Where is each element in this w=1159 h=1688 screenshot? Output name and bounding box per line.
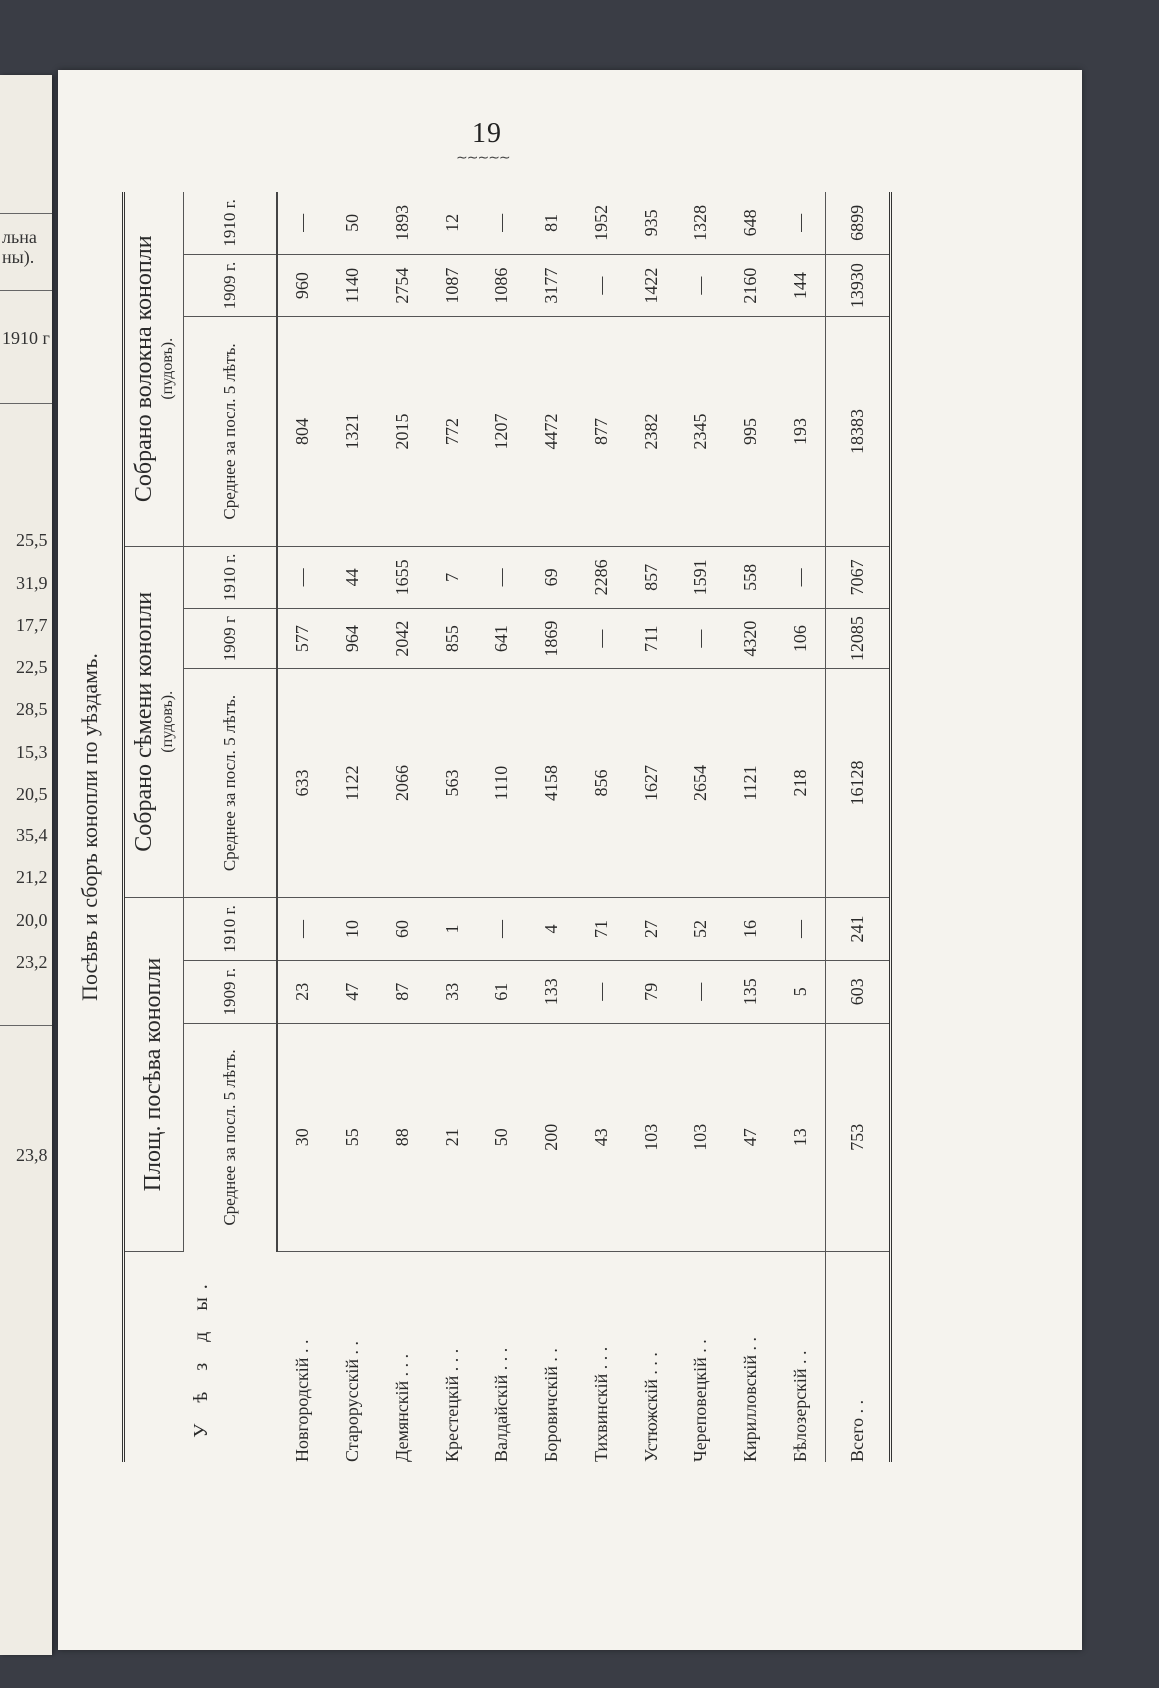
value-cell: 50	[328, 192, 378, 254]
table-row	[328, 192, 378, 1462]
value-cell: 4158	[527, 669, 577, 898]
value-cell: 52	[676, 898, 726, 961]
value-cell: 1591	[676, 546, 726, 609]
value-cell: 144	[775, 254, 825, 317]
value-cell: 3177	[527, 254, 577, 317]
value-cell: 87	[378, 960, 428, 1023]
value-cell: 1121	[726, 669, 776, 898]
value-cell: 804	[277, 317, 328, 546]
page-number: 19	[472, 118, 502, 149]
uezd-name: Череповецкій . .	[690, 1339, 711, 1462]
value-cell: 603	[826, 960, 891, 1023]
left-fragment: 23,8	[16, 1145, 48, 1165]
left-fragment: 22,5	[16, 657, 48, 677]
uezd-header: У ѣ з д ы.	[189, 1276, 212, 1438]
value-cell: 1207	[477, 317, 527, 546]
value-cell: 47	[328, 960, 378, 1023]
table-row	[676, 192, 726, 1462]
value-cell: 16	[726, 898, 776, 961]
value-cell: 44	[328, 546, 378, 609]
uezd-name: Устюжскій . . .	[640, 1352, 661, 1462]
value-cell: 13	[775, 1023, 825, 1251]
value-cell: 103	[626, 1023, 676, 1251]
uezd-name: Тихвинскій . . .	[590, 1346, 611, 1462]
subheader: 1909 г	[184, 609, 278, 669]
value-cell: 81	[527, 192, 577, 254]
table-row	[626, 192, 676, 1462]
value-cell: —	[676, 254, 726, 317]
value-cell: 23	[277, 960, 328, 1023]
value-cell: 856	[576, 669, 626, 898]
table-row	[427, 192, 477, 1462]
value-cell: 1	[427, 898, 477, 961]
uezd-name: Новгородскій . .	[291, 1339, 312, 1462]
value-cell: —	[576, 609, 626, 669]
value-cell: 877	[576, 317, 626, 546]
value-cell: 10	[328, 898, 378, 961]
left-fragment: 28,5	[16, 699, 48, 719]
value-cell: 18383	[826, 317, 891, 546]
value-cell: 241	[826, 898, 891, 961]
value-cell: 47	[726, 1023, 776, 1251]
group-header-seed: Собрано сѣмени конопли (пудовъ).	[124, 546, 184, 898]
subheader: 1909 г.	[184, 960, 278, 1023]
value-cell: 935	[626, 192, 676, 254]
value-cell: —	[277, 192, 328, 254]
page-number-ornament: ∼∼∼∼∼	[456, 150, 510, 166]
value-cell: 855	[427, 609, 477, 669]
value-cell: 218	[775, 669, 825, 898]
rotated-table-block	[77, 192, 892, 1462]
left-fragment: 17,7	[16, 615, 48, 635]
subheader: Среднее за посл. 5 лѣтъ.	[184, 1023, 278, 1251]
subheader: Среднее за посл. 5 лѣтъ.	[184, 317, 278, 546]
group-header-fiber: Собрано волокна конопли (пудовъ).	[124, 192, 184, 546]
value-cell: 2042	[378, 609, 428, 669]
value-cell: 633	[277, 669, 328, 898]
value-cell: 1122	[328, 669, 378, 898]
value-cell: 55	[328, 1023, 378, 1251]
value-cell: 2286	[576, 546, 626, 609]
subheader: 1910 г.	[184, 192, 278, 254]
value-cell: —	[277, 898, 328, 961]
hemp-table	[122, 192, 892, 1462]
left-fragment: льна	[2, 227, 37, 247]
value-cell: 1087	[427, 254, 477, 317]
value-cell: 1627	[626, 669, 676, 898]
uezd-name: Боровичскій . .	[541, 1348, 562, 1462]
value-cell: 12085	[826, 609, 891, 669]
value-cell: 4	[527, 898, 577, 961]
value-cell: 1328	[676, 192, 726, 254]
left-fragment: 23,2	[16, 952, 48, 972]
value-cell: 1422	[626, 254, 676, 317]
value-cell: 106	[775, 609, 825, 669]
value-cell: 1086	[477, 254, 527, 317]
value-cell: 563	[427, 669, 477, 898]
left-fragment: 21,2	[16, 867, 48, 887]
value-cell: 135	[726, 960, 776, 1023]
table-row	[527, 192, 577, 1462]
value-cell: 6899	[826, 192, 891, 254]
value-cell: 133	[527, 960, 577, 1023]
value-cell: 7	[427, 546, 477, 609]
uezd-name: Кирилловскій . .	[739, 1337, 760, 1462]
uezd-name: Всего . .	[826, 1252, 891, 1463]
left-page-edge	[0, 75, 52, 1655]
value-cell: 558	[726, 546, 776, 609]
value-cell: 648	[726, 192, 776, 254]
subheader: 1909 г.	[184, 254, 278, 317]
value-cell: 33	[427, 960, 477, 1023]
subheader: Среднее за посл. 5 лѣтъ.	[184, 669, 278, 898]
value-cell: 2160	[726, 254, 776, 317]
value-cell: —	[477, 192, 527, 254]
value-cell: 27	[626, 898, 676, 961]
value-cell: 4320	[726, 609, 776, 669]
value-cell: 2382	[626, 317, 676, 546]
value-cell: 12	[427, 192, 477, 254]
value-cell: 30	[277, 1023, 328, 1251]
value-cell: 21	[427, 1023, 477, 1251]
value-cell: 753	[826, 1023, 891, 1251]
uezd-name: Крестецкій . . .	[441, 1348, 462, 1462]
uezd-name: Демянскій . . .	[391, 1353, 412, 1462]
left-fragment: 1910 г	[2, 328, 50, 348]
value-cell: —	[775, 192, 825, 254]
value-cell: 641	[477, 609, 527, 669]
value-cell: 60	[378, 898, 428, 961]
uezd-name: Бѣлозерскій . .	[789, 1350, 810, 1462]
value-cell: —	[676, 609, 726, 669]
value-cell: 960	[277, 254, 328, 317]
left-fragment: 35,4	[16, 825, 48, 845]
value-cell: —	[576, 960, 626, 1023]
value-cell: 1893	[378, 192, 428, 254]
subheader: 1910 г.	[184, 546, 278, 609]
value-cell: 1140	[328, 254, 378, 317]
value-cell: 69	[527, 546, 577, 609]
value-cell: 2015	[378, 317, 428, 546]
uezd-name: Валдайскій . . .	[491, 1347, 512, 1462]
value-cell: —	[277, 546, 328, 609]
value-cell: 1869	[527, 609, 577, 669]
value-cell: 1952	[576, 192, 626, 254]
value-cell: —	[775, 898, 825, 961]
table-caption: Посѣвъ и сборъ конопли по уѣздамъ.	[77, 653, 102, 1001]
value-cell: 79	[626, 960, 676, 1023]
table-row	[726, 192, 776, 1462]
left-fragment: 25,5	[16, 530, 48, 550]
value-cell: —	[477, 898, 527, 961]
left-fragment: 20,5	[16, 784, 48, 804]
value-cell: 71	[576, 898, 626, 961]
left-fragment: 15,3	[16, 742, 48, 762]
value-cell: —	[477, 546, 527, 609]
table-row	[477, 192, 527, 1462]
table-row	[576, 192, 626, 1462]
value-cell: 1321	[328, 317, 378, 546]
table-row	[775, 192, 825, 1462]
value-cell: 7067	[826, 546, 891, 609]
value-cell: 5	[775, 960, 825, 1023]
value-cell: 193	[775, 317, 825, 546]
table-row	[378, 192, 428, 1462]
left-fragment: 20,0	[16, 910, 48, 930]
value-cell: 61	[477, 960, 527, 1023]
uezd-name: Старорусскій . .	[342, 1341, 363, 1462]
subheader: 1910 г.	[184, 898, 278, 961]
value-cell: 16128	[826, 669, 891, 898]
value-cell: 711	[626, 609, 676, 669]
total-row	[826, 192, 891, 1462]
value-cell: 2754	[378, 254, 428, 317]
value-cell: 2066	[378, 669, 428, 898]
value-cell: 13930	[826, 254, 891, 317]
value-cell: —	[576, 254, 626, 317]
value-cell: 995	[726, 317, 776, 546]
table-row	[277, 192, 328, 1462]
value-cell: 577	[277, 609, 328, 669]
value-cell: 2345	[676, 317, 726, 546]
value-cell: —	[676, 960, 726, 1023]
value-cell: 1110	[477, 669, 527, 898]
value-cell: 2654	[676, 669, 726, 898]
left-fragment: ны).	[2, 247, 35, 267]
value-cell: 1655	[378, 546, 428, 609]
left-fragment: 31,9	[16, 573, 48, 593]
value-cell: 200	[527, 1023, 577, 1251]
value-cell: 103	[676, 1023, 726, 1251]
value-cell: 857	[626, 546, 676, 609]
value-cell: 4472	[527, 317, 577, 546]
value-cell: 43	[576, 1023, 626, 1251]
value-cell: 772	[427, 317, 477, 546]
value-cell: —	[775, 546, 825, 609]
value-cell: 88	[378, 1023, 428, 1251]
group-header-area: Площ. посѣва конопли	[124, 898, 184, 1252]
value-cell: 50	[477, 1023, 527, 1251]
value-cell: 964	[328, 609, 378, 669]
